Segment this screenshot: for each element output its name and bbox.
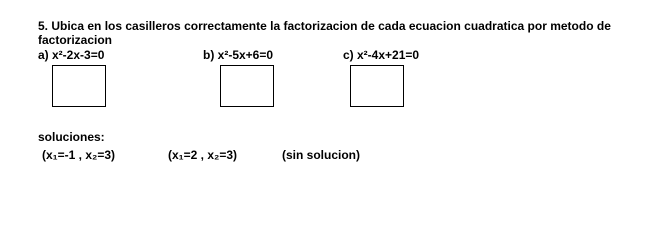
equation-a-label: a) x²-2x-3=0 — [38, 48, 105, 62]
answer-box-b[interactable] — [220, 65, 274, 107]
answer-box-a[interactable] — [52, 65, 106, 107]
question-line-1: 5. Ubica en los casilleros correctamente la factorizacion de cada ecuacion cuadratica por metodo de — [38, 19, 611, 33]
equation-b-label: b) x²-5x+6=0 — [203, 48, 274, 62]
solution-option-3: (sin solucion) — [282, 148, 360, 162]
solution-option-1: (x₁=-1 , x₂=3) — [42, 148, 115, 162]
question-line-2: factorizacion — [38, 33, 113, 47]
solution-option-2: (x₁=2 , x₂=3) — [168, 148, 237, 162]
answer-box-c[interactable] — [350, 65, 404, 107]
solutions-heading: soluciones: — [38, 130, 105, 144]
equation-c-label: c) x²-4x+21=0 — [343, 48, 420, 62]
